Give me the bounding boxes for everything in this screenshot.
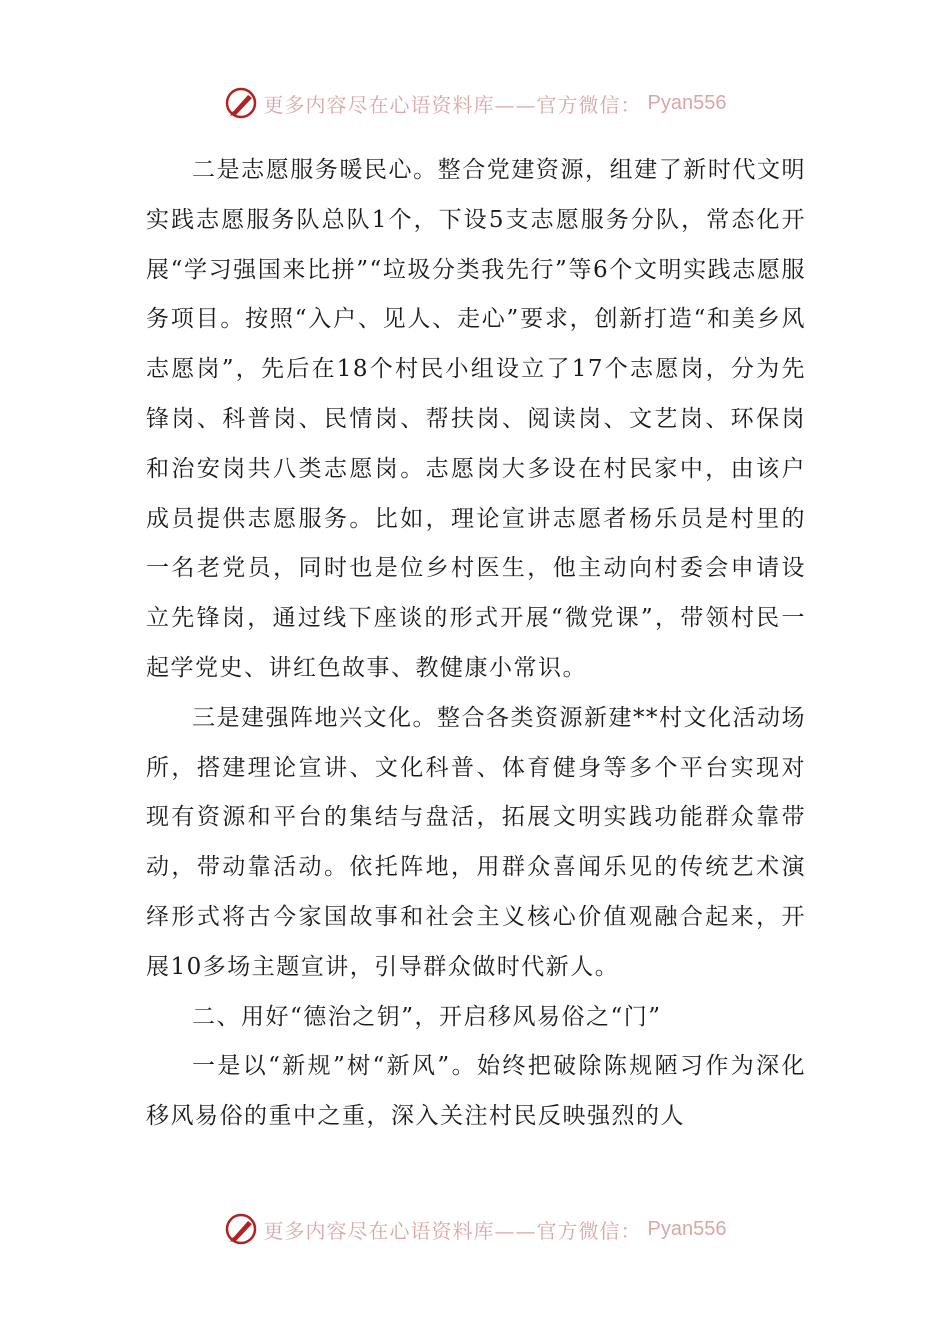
watermark-text: 更多内容尽在心语资料库——官方微信： xyxy=(263,1218,642,1243)
document-body xyxy=(146,146,806,1142)
watermark-text: 更多内容尽在心语资料库——官方微信： xyxy=(263,92,642,117)
section-heading: 二、用好“德治之钥”，开启移风易俗之“门” xyxy=(192,1003,662,1030)
watermark-wechat-id: Pyan556 xyxy=(647,1217,727,1240)
paragraph-volunteer-service: 二是志愿服务暖民心。整合党建资源，组建了新时代文明实践志愿服务队总队1个，下设5支志愿服务分队，常态化开展“学习强国来比拼”“垃圾分类我先行”等6个文明实践志愿服务项目。按照“入户、见人、走心”要求，创新打造“和美乡风志愿岗”，先后在18个村民小组设立了17个志愿岗，分为先锋岗、科普岗、民情岗、帮扶岗、阅读岗、文艺岗、环保岗和治安岗共八类志愿岗。志愿岗大多设在村民家中，由该户成员提供志愿服务。比如，理论宣讲志愿者杨乐员是村里的一名老党员，同时也是位乡村医生，他主动向村委会申请设立先锋岗，通过线下座谈的形式开展“微党课”，带领村民一起学党史、讲红色故事、教健康小常识。 xyxy=(146,157,806,681)
watermark-wechat-id: Pyan556 xyxy=(647,91,727,114)
paragraph-culture-venue: 三是建强阵地兴文化。整合各类资源新建**村文化活动场所，搭建理论宣讲、文化科普、体育健身等多个平台实现对现有资源和平台的集结与盘活，拓展文明实践功能群众靠带动，带动靠活动。依托阵地，用群众喜闻乐见的传统艺术演绎形式将古今家国故事和社会主义核心价值观融合起来，开展10多场主题宣讲，引导群众做时代新人。 xyxy=(146,704,806,980)
pen-circle-logo-icon xyxy=(224,1212,258,1246)
pen-circle-logo-icon xyxy=(224,86,258,120)
paragraph-new-rules: 一是以“新规”树“新风”。始终把破除陈规陋习作为深化移风易俗的重中之重，深入关注村民反映强烈的人 xyxy=(146,1053,806,1130)
header-watermark xyxy=(0,86,950,120)
footer-watermark xyxy=(0,1212,950,1246)
